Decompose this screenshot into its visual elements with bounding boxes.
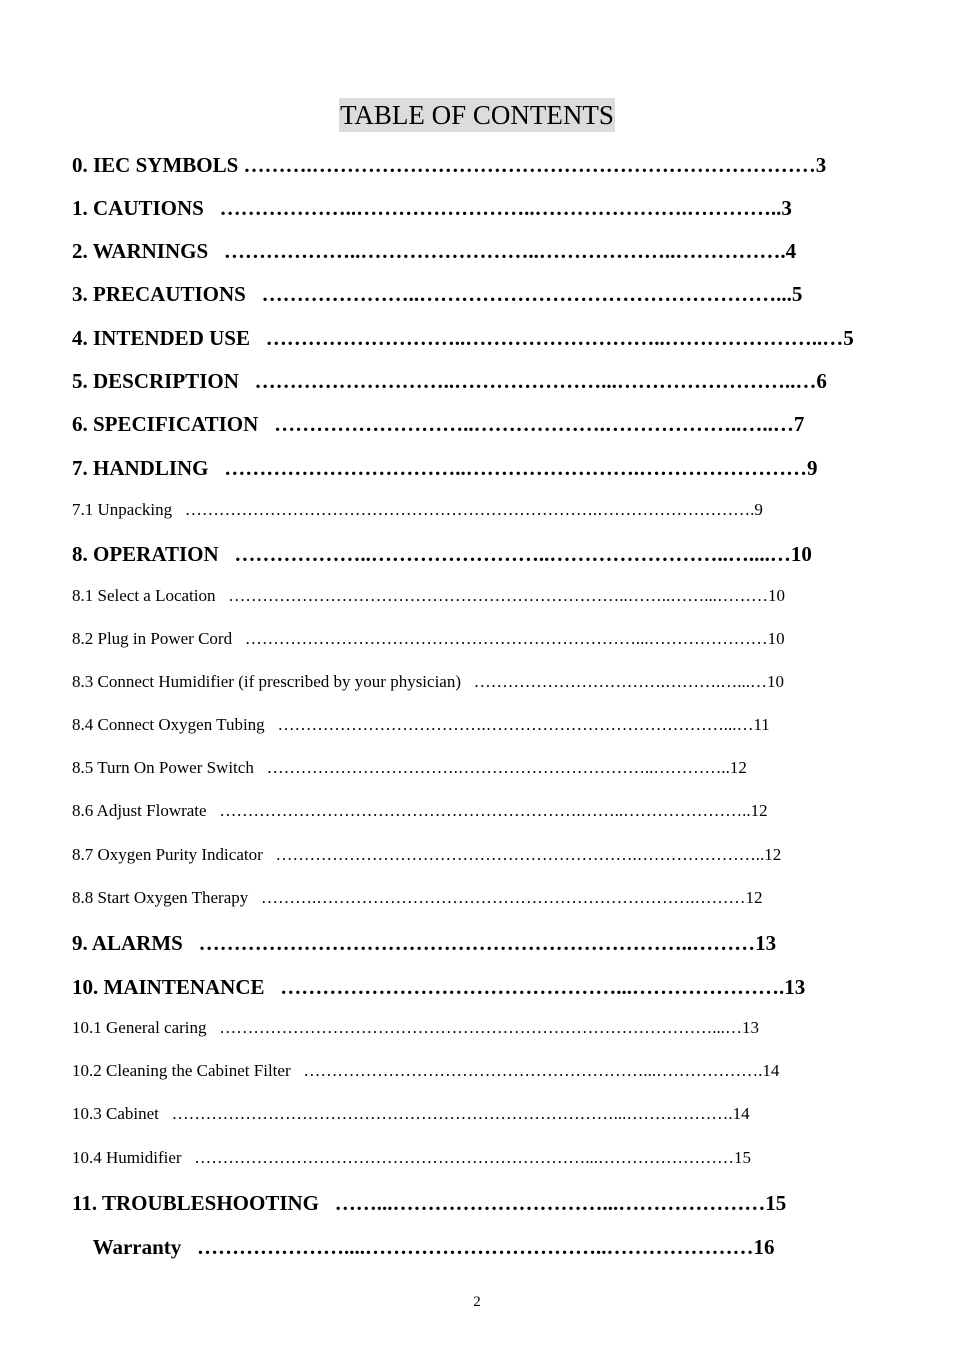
toc-entry-label: 8.2 Plug in Power Cord (72, 629, 233, 648)
toc-entry-leader-and-page: ……………………………………………………………………...……………….14 (158, 1104, 750, 1123)
toc-entry-leader-and-page: ……………………………………………………………….……………………….9 (172, 500, 763, 519)
toc-entry-leader-and-page: …………………………………………...………………….13 (264, 975, 806, 999)
toc-entry[interactable] (72, 1011, 882, 1045)
toc-entry-label: 10.1 General caring (72, 1018, 207, 1037)
toc-entry-label: 8.5 Turn On Power Switch (72, 758, 254, 777)
toc-entry[interactable] (72, 493, 882, 527)
page-number: 2 (473, 1294, 481, 1310)
toc-entry[interactable] (72, 146, 882, 184)
toc-entry-leader-and-page: ……….………………………………………………………….………12 (248, 888, 763, 907)
toc-entry-leader-and-page: ……………………………………………………………..……..……...………10 (215, 586, 786, 605)
toc-entry[interactable] (72, 1141, 882, 1175)
toc-entry[interactable] (72, 1054, 882, 1088)
toc-entry-label: 8.6 Adjust Flowrate (72, 801, 207, 820)
toc-entry-label: 8.8 Start Oxygen Therapy (72, 888, 249, 907)
toc-entry[interactable] (72, 924, 882, 962)
title-wrapper (0, 98, 954, 132)
toc-entry-label: 2. WARNINGS (72, 239, 209, 263)
toc-entry-label: 3. PRECAUTIONS (72, 282, 246, 306)
toc-entry-leader-and-page: ……………………………..…………………….……………………9 (208, 456, 818, 480)
toc-entry[interactable] (72, 1184, 882, 1222)
toc-entry-label: 8.7 Oxygen Purity Indicator (72, 845, 263, 864)
toc-entry-label: 0. IEC SYMBOLS (72, 153, 239, 177)
toc-entry-label: 8.1 Select a Location (72, 586, 216, 605)
toc-entry[interactable] (72, 1097, 882, 1131)
toc-entry-label: 9. ALARMS (72, 931, 183, 955)
toc-entry[interactable] (72, 362, 882, 400)
toc-entry-leader-and-page: ……………………………………………………………...……………………15 (181, 1148, 752, 1167)
toc-entry-label: 7. HANDLING (72, 456, 209, 480)
toc-entry-label: 10. MAINTENANCE (72, 975, 265, 999)
toc-entry-leader-and-page: …………………..……………………………………………...5 (245, 282, 803, 306)
toc-entry-label: 4. INTENDED USE (72, 326, 250, 350)
toc-entry[interactable] (72, 838, 882, 872)
toc-entry[interactable] (72, 449, 882, 487)
page-title: TABLE OF CONTENTS (340, 100, 614, 130)
toc-entry[interactable] (72, 968, 882, 1006)
toc-entry-label: 10.2 Cleaning the Cabinet Filter (72, 1061, 291, 1080)
toc-entry-leader-and-page: …………………………….……………………………..…………..12 (253, 758, 747, 777)
toc-entry-leader-and-page: ………………………..………………………..…………………..…5 (249, 326, 854, 350)
toc-entry-label: 8.4 Connect Oxygen Tubing (72, 715, 265, 734)
toc-entry-leader-and-page: ……….………………………………………………………………3 (238, 153, 827, 177)
toc-entry-label: 8.3 Connect Humidifier (if prescribed by your physician) (72, 672, 462, 691)
toc-entry-label: 10.4 Humidifier (72, 1148, 182, 1167)
toc-entry-leader-and-page: ………………..……………………..……………………..…....…10 (218, 542, 812, 566)
toc-entry[interactable] (72, 794, 882, 828)
toc-entry-label: 1. CAUTIONS (72, 196, 204, 220)
toc-entry[interactable] (72, 405, 882, 443)
toc-entry-leader-and-page: ……………………………………………………………..………13 (182, 931, 777, 955)
toc-entry[interactable] (72, 232, 882, 270)
toc-entry-label: 6. SPECIFICATION (72, 412, 259, 436)
toc-entry-leader-and-page: ……………………………………………………………………………...…13 (206, 1018, 760, 1037)
toc-entry-leader-and-page: ……………………………………………………….……..…………………..12 (206, 801, 768, 820)
toc-entry[interactable] (72, 189, 882, 227)
toc-entry-leader-and-page: …………………....……………………………..…………………16 (181, 1235, 775, 1259)
toc-entry-label: 10.3 Cabinet (72, 1104, 159, 1123)
toc-entry-leader-and-page: ………………..……………………..………………..…………….4 (208, 239, 797, 263)
toc-entry-label: Warranty (72, 1235, 182, 1259)
toc-entry-leader-and-page: ……………………………………………………….…………………..12 (262, 845, 782, 864)
toc-entry[interactable] (72, 751, 882, 785)
toc-entry-label: 8. OPERATION (72, 542, 219, 566)
toc-entry-leader-and-page: ………………………..…………………...……………………..…6 (238, 369, 827, 393)
toc-entry-label: 5. DESCRIPTION (72, 369, 239, 393)
toc-entry-leader-and-page: ……………………………………………………………...…………………10 (232, 629, 785, 648)
toc-entry[interactable] (72, 708, 882, 742)
toc-entry[interactable] (72, 622, 882, 656)
toc-entry[interactable] (72, 535, 882, 573)
toc-entry-label: 11. TROUBLESHOOTING (72, 1191, 320, 1215)
toc-entry-leader-and-page: ……...…………………………...…………………15 (319, 1191, 787, 1215)
toc-entry[interactable] (72, 881, 882, 915)
toc-entry-leader-and-page: ……………………………….……………………………………...…11 (264, 715, 770, 734)
toc-entry[interactable] (72, 275, 882, 313)
toc-entry[interactable] (72, 319, 882, 357)
toc-entry[interactable] (72, 1228, 882, 1266)
toc-entry-leader-and-page: ………………..……………………..………………….…………..3 (203, 196, 792, 220)
toc-entry-label: 7.1 Unpacking (72, 500, 173, 519)
toc-entry-leader-and-page: ………………………..……………….………………..…..…7 (258, 412, 805, 436)
toc-entry-leader-and-page: ……………………………………………………...……………….14 (290, 1061, 780, 1080)
toc-entry[interactable] (72, 665, 882, 699)
toc-entry[interactable] (72, 579, 882, 613)
toc-entry-leader-and-page: …………………………….……….…...…10 (461, 672, 785, 691)
